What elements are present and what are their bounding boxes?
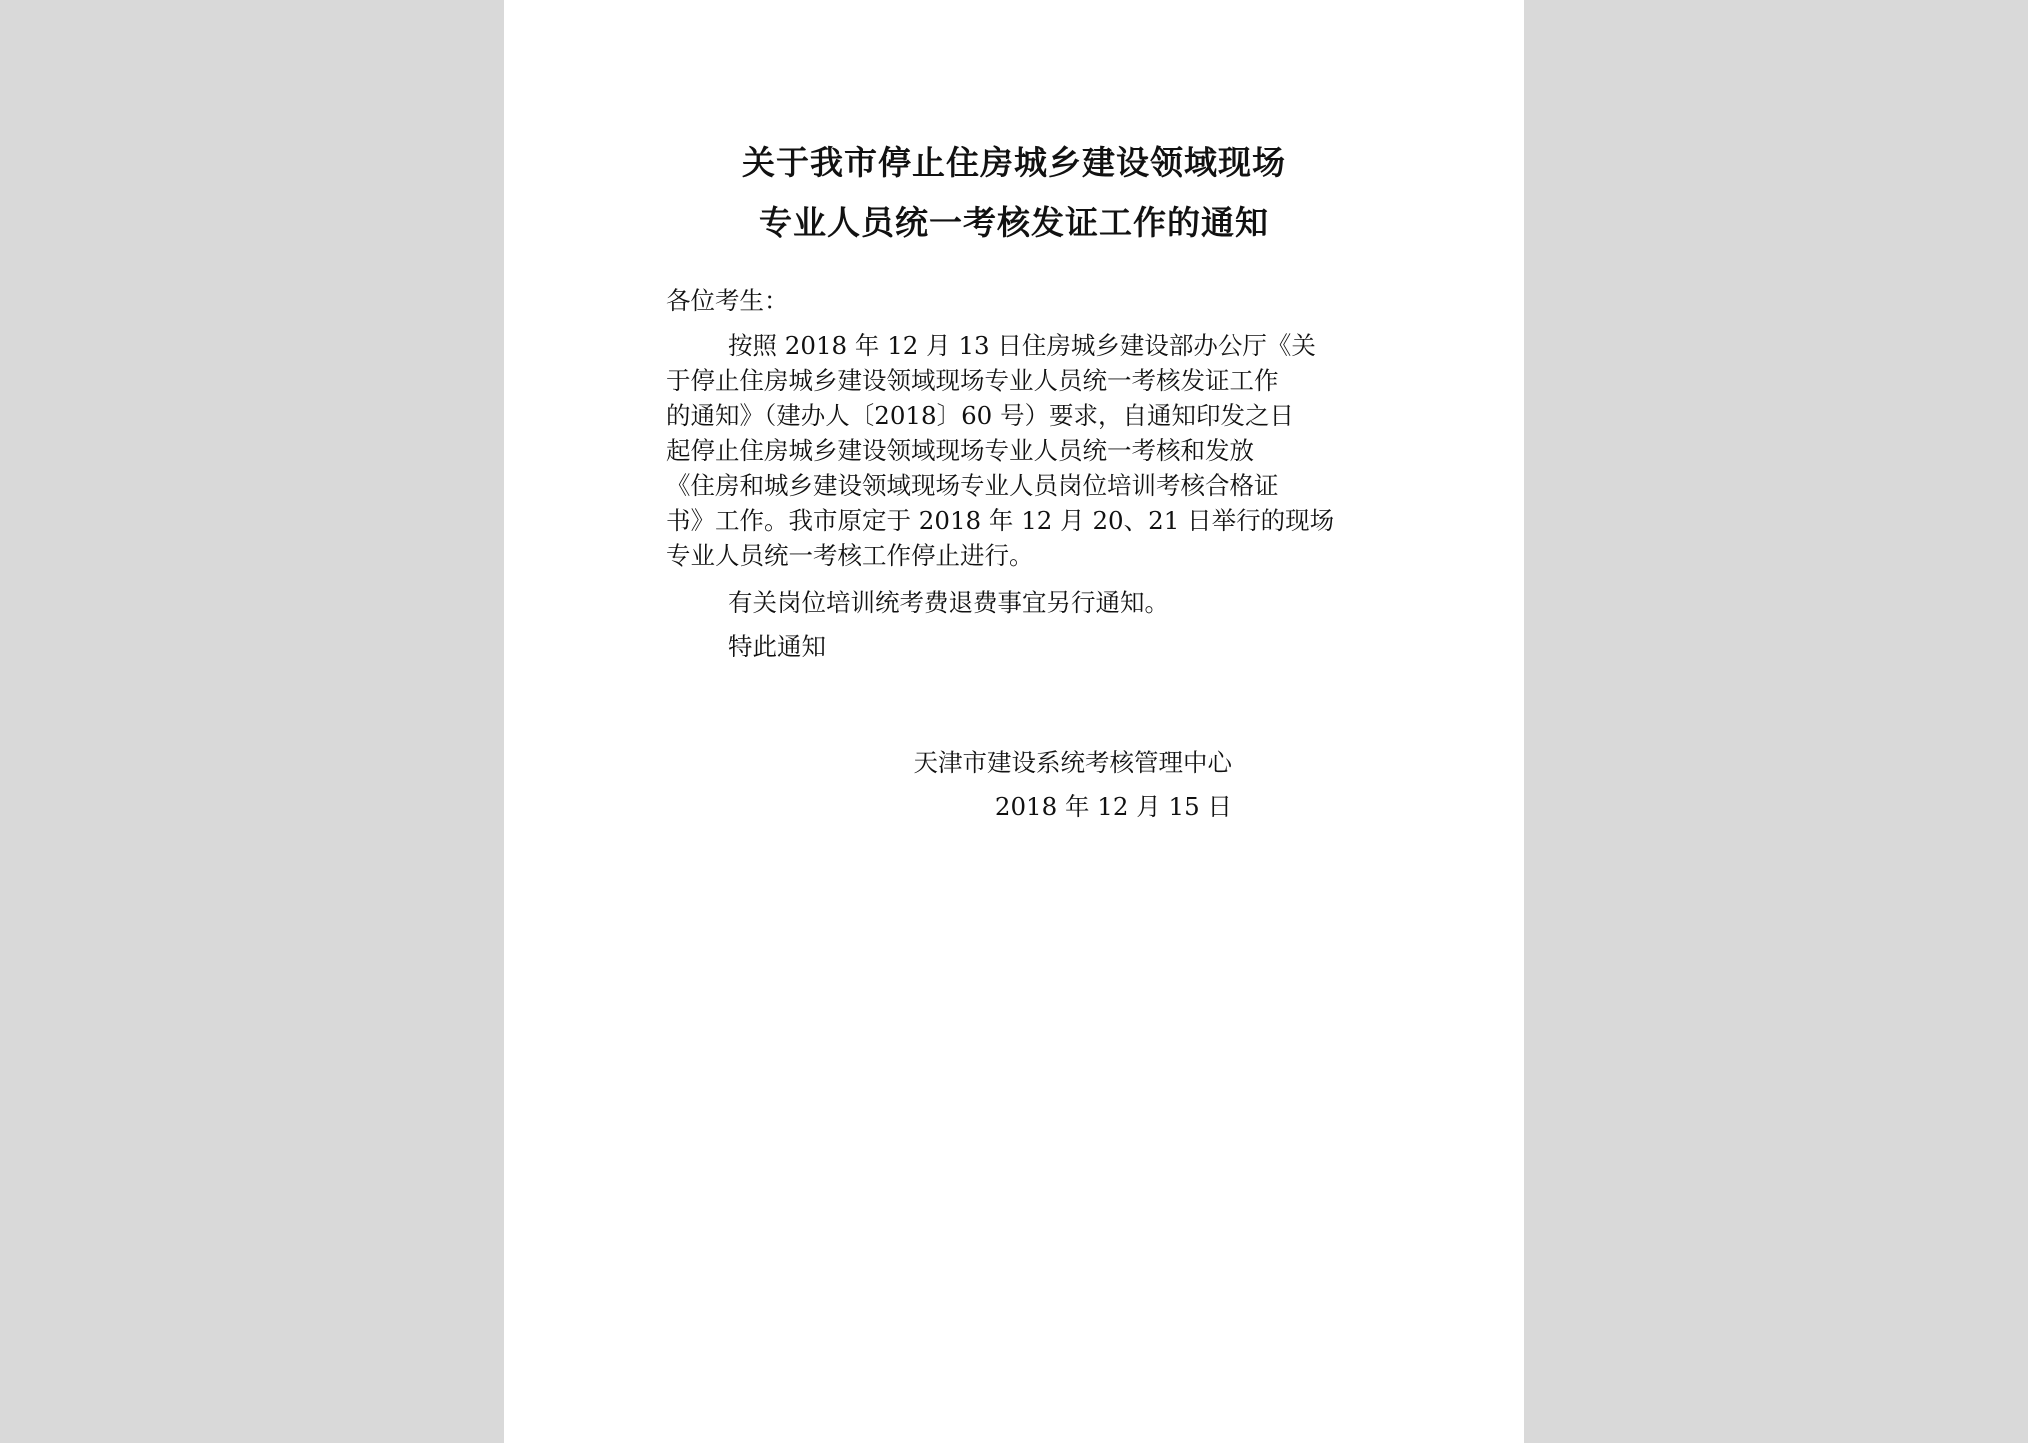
issue-date: 2018 年 12 月 15 日: [994, 792, 1232, 821]
notice-title-line-2: 专业人员统一考核发证工作的通知: [759, 203, 1269, 242]
paragraph-1-line-4: 起停止住房城乡建设领域现场专业人员统一考核和发放: [666, 436, 1254, 465]
issuer-name: 天津市建设系统考核管理中心: [913, 748, 1232, 777]
document-page: [504, 0, 1524, 1443]
paragraph-1-line-3: 的通知》（建办人〔2018〕60 号）要求，自通知印发之日: [666, 401, 1295, 430]
paragraph-1-line-2: 于停止住房城乡建设领域现场专业人员统一考核发证工作: [666, 366, 1279, 395]
paragraph-2: 有关岗位培训统考费退费事宜另行通知。: [728, 588, 1169, 617]
closing-text: 特此通知: [728, 632, 826, 661]
paragraph-1-line-5: 《住房和城乡建设领域现场专业人员岗位培训考核合格证: [666, 471, 1279, 500]
salutation: 各位考生：: [666, 286, 789, 315]
notice-title-line-1: 关于我市停止住房城乡建设领域现场: [742, 143, 1286, 182]
paragraph-1-line-1: 按照 2018 年 12 月 13 日住房城乡建设部办公厅《关: [728, 331, 1316, 360]
paragraph-1-line-7: 专业人员统一考核工作停止进行。: [666, 541, 1034, 570]
paragraph-1-line-6: 书》工作。我市原定于 2018 年 12 月 20、21 日举行的现场: [666, 506, 1335, 535]
